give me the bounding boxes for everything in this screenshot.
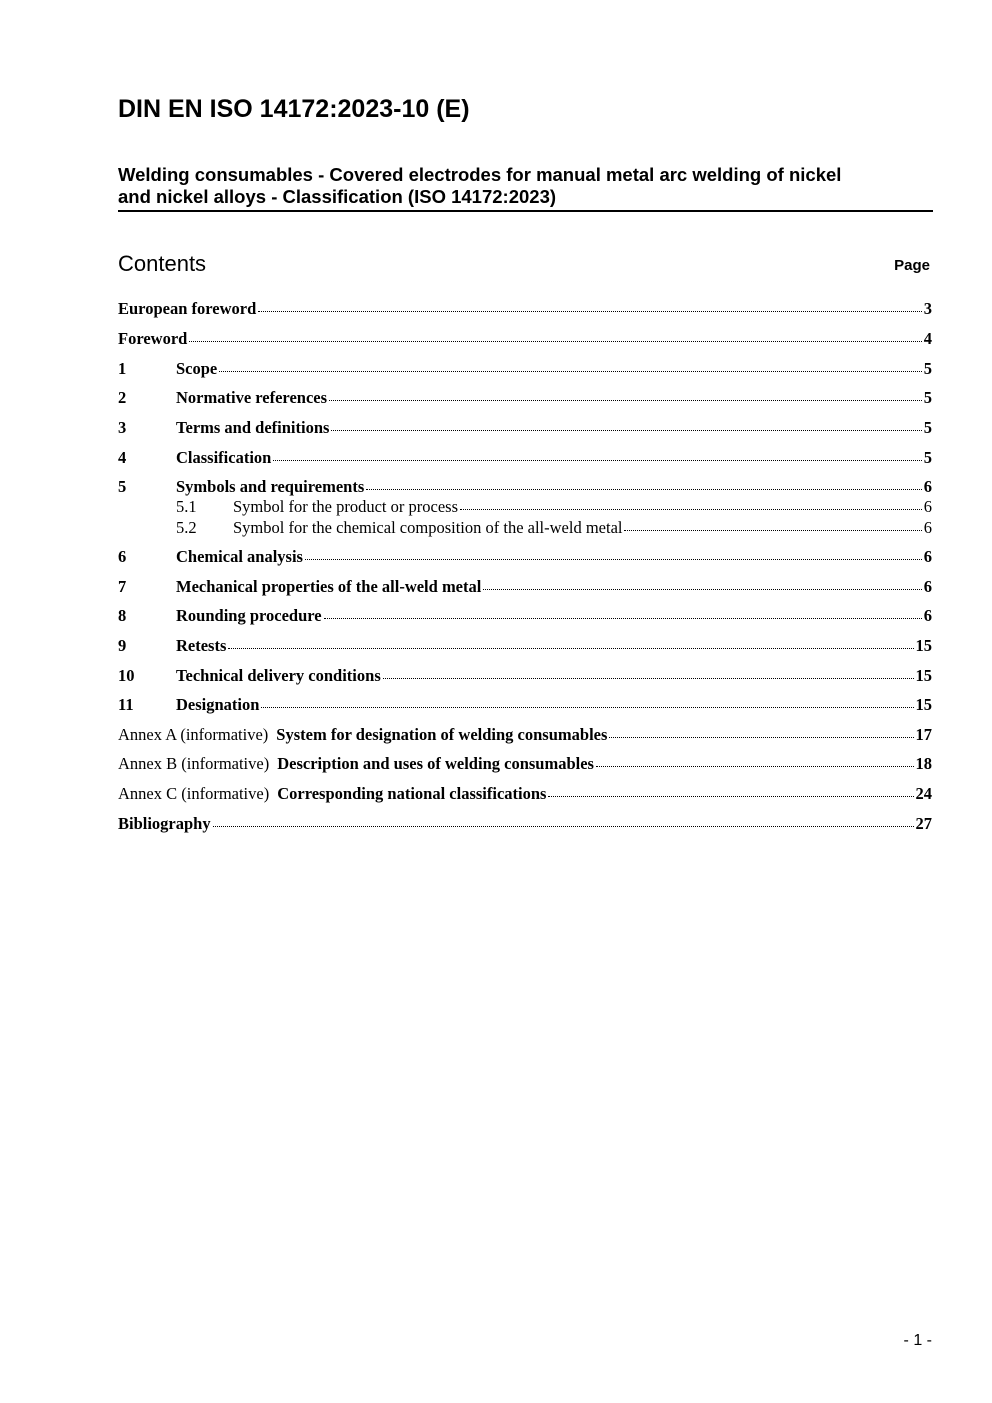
toc-entry-designation[interactable] — [118, 695, 932, 715]
toc-subentry-symbol-product-process[interactable] — [118, 498, 932, 516]
toc-entry-mechanical-properties[interactable] — [118, 577, 932, 597]
toc-entry-page: 6 — [923, 577, 932, 596]
toc-entry-number: 4 — [118, 448, 127, 467]
footer-page-number: - 1 - — [903, 1332, 932, 1349]
toc-entry-scope[interactable] — [118, 359, 932, 379]
toc-entry-number: 2 — [118, 388, 127, 407]
document-id: DIN EN ISO 14172:2023-10 (E) — [118, 95, 470, 123]
toc-entry-label: Retests — [176, 636, 227, 655]
toc-dot-leader — [305, 558, 922, 560]
toc-entry-label: Technical delivery conditions — [176, 666, 381, 685]
toc-entry-label: Mechanical properties of the all-weld metal — [176, 577, 482, 596]
toc-dot-leader — [329, 399, 922, 401]
toc-entry-annex-c[interactable] — [118, 784, 932, 804]
toc-entry-label: Description and uses of welding consumables — [277, 754, 594, 773]
toc-entry-label: Symbol for the chemical composition of the all-weld metal — [233, 518, 623, 537]
toc-entry-symbols-and-requirements[interactable] — [118, 477, 932, 497]
toc-subentry-symbol-chemical-composition[interactable] — [118, 519, 932, 537]
toc-entry-page: 6 — [923, 547, 932, 566]
toc-entry-page: 6 — [923, 606, 932, 625]
toc-annex-prefix: Annex B (informative) — [118, 754, 270, 773]
toc-dot-leader — [261, 706, 913, 708]
page-column-heading: Page — [894, 257, 930, 274]
toc-entry-page: 5 — [923, 359, 932, 378]
toc-entry-number: 11 — [118, 695, 134, 714]
toc-entry-classification[interactable] — [118, 448, 932, 468]
toc-entry-page: 6 — [923, 518, 932, 537]
toc-entry-page: 17 — [915, 725, 932, 744]
toc-entry-normative-references[interactable] — [118, 388, 932, 408]
contents-title: Contents — [118, 251, 207, 276]
toc-entry-label: Classification — [176, 448, 272, 467]
subtitle-line-1: Welding consumables - Covered electrodes for manual metal arc welding of nickel — [118, 164, 842, 185]
toc-entry-label: Bibliography — [118, 814, 211, 833]
toc-entry-chemical-analysis[interactable] — [118, 547, 932, 567]
toc-entry-technical-delivery-conditions[interactable] — [118, 666, 932, 686]
toc-dot-leader — [624, 529, 921, 531]
toc-entry-label: Chemical analysis — [176, 547, 303, 566]
toc-entry-page: 24 — [915, 784, 932, 803]
toc-entry-number: 5.1 — [176, 497, 197, 516]
toc-entry-number: 3 — [118, 418, 127, 437]
toc-entry-label: Symbol for the product or process — [233, 497, 458, 516]
toc-entry-european-foreword[interactable] — [118, 299, 932, 319]
toc-dot-leader — [548, 795, 913, 797]
toc-dot-leader — [324, 617, 922, 619]
toc-entry-number: 1 — [118, 359, 127, 378]
toc-entry-number: 8 — [118, 606, 127, 625]
toc-entry-label: Corresponding national classifications — [277, 784, 547, 803]
toc-dot-leader — [228, 647, 913, 649]
toc-entry-page: 6 — [923, 497, 932, 516]
toc-entry-label: Normative references — [176, 388, 328, 407]
toc-entry-label: Terms and definitions — [176, 418, 330, 437]
toc-entry-number: 9 — [118, 636, 127, 655]
toc-entry-page: 27 — [915, 814, 932, 833]
toc-entry-page: 5 — [923, 448, 932, 467]
toc-entry-page: 6 — [923, 477, 932, 496]
toc-entry-annex-a[interactable] — [118, 725, 932, 745]
toc-entry-label: Foreword — [118, 329, 188, 348]
toc-entry-number: 10 — [118, 666, 135, 685]
toc-entry-label: Symbols and requirements — [176, 477, 365, 496]
toc-dot-leader — [219, 370, 922, 372]
toc-dot-leader — [596, 765, 914, 767]
toc-dot-leader — [331, 429, 921, 431]
toc-entry-terms-and-definitions[interactable] — [118, 418, 932, 438]
toc-entry-label: System for designation of welding consumables — [276, 725, 608, 744]
document-subtitle — [118, 164, 933, 212]
toc-entry-number: 5 — [118, 477, 127, 496]
toc-dot-leader — [258, 310, 921, 312]
toc-entry-page: 5 — [923, 388, 932, 407]
toc-annex-prefix: Annex A (informative) — [118, 725, 269, 744]
toc-entry-page: 5 — [923, 418, 932, 437]
toc-entry-label: European foreword — [118, 299, 257, 318]
toc-entry-page: 15 — [915, 695, 932, 714]
toc-entry-label: Designation — [176, 695, 260, 714]
toc-entry-annex-b[interactable] — [118, 754, 932, 774]
toc-dot-leader — [273, 459, 921, 461]
toc-annex-prefix: Annex C (informative) — [118, 784, 270, 803]
toc-entry-page: 15 — [915, 636, 932, 655]
toc-entry-page: 18 — [915, 754, 932, 773]
toc-entry-foreword[interactable] — [118, 329, 932, 349]
toc-dot-leader — [189, 340, 921, 342]
toc-entry-bibliography[interactable] — [118, 814, 932, 834]
toc-entry-page: 4 — [923, 329, 932, 348]
toc-entry-number: 5.2 — [176, 518, 197, 537]
toc-dot-leader — [460, 508, 922, 510]
toc-dot-leader — [383, 677, 914, 679]
toc-dot-leader — [213, 825, 914, 827]
toc-dot-leader — [609, 736, 913, 738]
toc-entry-number: 7 — [118, 577, 127, 596]
toc-entry-label: Scope — [176, 359, 218, 378]
toc-dot-leader — [483, 588, 921, 590]
toc-entry-number: 6 — [118, 547, 127, 566]
toc-dot-leader — [366, 488, 921, 490]
toc-entry-page: 15 — [915, 666, 932, 685]
toc-entry-retests[interactable] — [118, 636, 932, 656]
subtitle-line-2: and nickel alloys - Classification (ISO 14172:2023) — [118, 186, 557, 207]
toc-entry-rounding-procedure[interactable] — [118, 606, 932, 626]
toc-entry-label: Rounding procedure — [176, 606, 322, 625]
toc-entry-page: 3 — [923, 299, 932, 318]
